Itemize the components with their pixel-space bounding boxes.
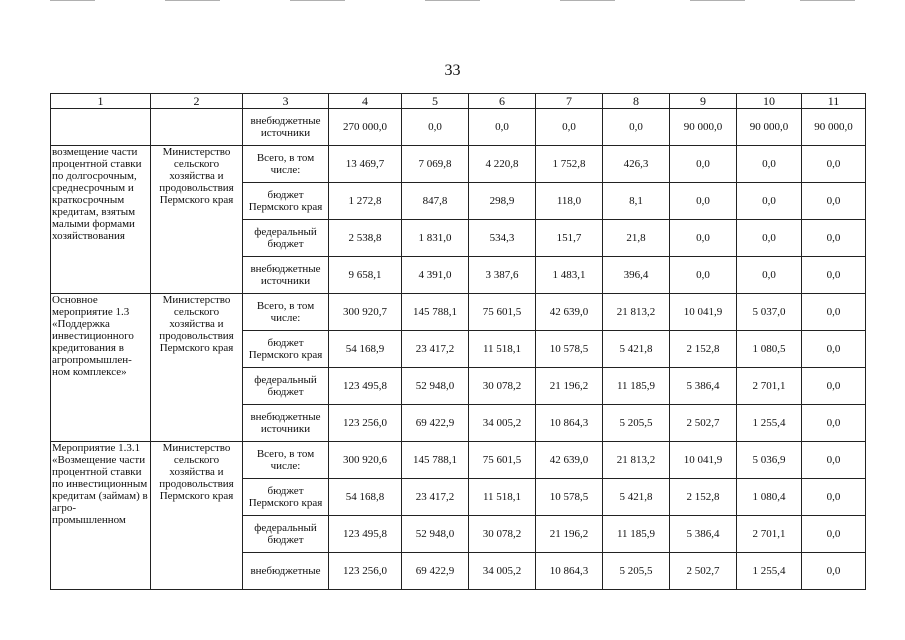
amount-cell: 300 920,7 bbox=[329, 294, 402, 331]
amount-cell: 298,9 bbox=[469, 183, 536, 220]
amount-cell: 0,0 bbox=[670, 257, 737, 294]
amount-cell: 5 386,4 bbox=[670, 516, 737, 553]
amount-cell: 90 000,0 bbox=[802, 109, 866, 146]
amount-cell: 1 483,1 bbox=[536, 257, 603, 294]
amount-cell: 1 080,5 bbox=[737, 331, 802, 368]
amount-cell: 123 256,0 bbox=[329, 405, 402, 442]
table-row bbox=[51, 294, 866, 331]
amount-cell: 0,0 bbox=[469, 109, 536, 146]
column-header: 6 bbox=[469, 94, 536, 109]
amount-cell: 69 422,9 bbox=[402, 553, 469, 590]
amount-cell: 34 005,2 bbox=[469, 405, 536, 442]
amount-cell: 5 037,0 bbox=[737, 294, 802, 331]
amount-cell: 5 386,4 bbox=[670, 368, 737, 405]
amount-cell: 0,0 bbox=[802, 257, 866, 294]
amount-cell: 10 864,3 bbox=[536, 405, 603, 442]
funding-source-cell: Всего, в том числе: bbox=[243, 294, 329, 331]
amount-cell: 2 152,8 bbox=[670, 479, 737, 516]
top-rule bbox=[560, 0, 615, 1]
amount-cell: 0,0 bbox=[737, 257, 802, 294]
amount-cell: 2 701,1 bbox=[737, 516, 802, 553]
amount-cell: 0,0 bbox=[802, 442, 866, 479]
amount-cell: 10 864,3 bbox=[536, 553, 603, 590]
amount-cell: 1 255,4 bbox=[737, 405, 802, 442]
funding-source-cell: внебюджетные источники bbox=[243, 109, 329, 146]
amount-cell: 123 256,0 bbox=[329, 553, 402, 590]
amount-cell: 0,0 bbox=[802, 146, 866, 183]
amount-cell: 21 196,2 bbox=[536, 368, 603, 405]
top-rule bbox=[425, 0, 480, 1]
amount-cell: 2 502,7 bbox=[670, 553, 737, 590]
amount-cell: 1 831,0 bbox=[402, 220, 469, 257]
funding-source-cell: внебюджетные источники bbox=[243, 257, 329, 294]
amount-cell: 4 220,8 bbox=[469, 146, 536, 183]
top-rule bbox=[800, 0, 855, 1]
measure-name-cell: возмещение части процентной ставки по долгосрочным, среднесрочным и краткосрочным кредитам, взятым малыми формами хозяйствования bbox=[51, 146, 151, 294]
top-rule bbox=[165, 0, 220, 1]
top-rule bbox=[50, 0, 95, 1]
budget-table bbox=[50, 93, 866, 590]
executor-cell: Министерство сельского хозяйства и продовольствия Пермского края bbox=[151, 442, 243, 590]
amount-cell: 75 601,5 bbox=[469, 294, 536, 331]
amount-cell: 0,0 bbox=[670, 183, 737, 220]
amount-cell: 1 080,4 bbox=[737, 479, 802, 516]
amount-cell: 270 000,0 bbox=[329, 109, 402, 146]
amount-cell: 21 196,2 bbox=[536, 516, 603, 553]
funding-source-cell: бюджет Пермского края bbox=[243, 479, 329, 516]
amount-cell: 11 518,1 bbox=[469, 479, 536, 516]
amount-cell: 396,4 bbox=[603, 257, 670, 294]
amount-cell: 23 417,2 bbox=[402, 479, 469, 516]
amount-cell: 0,0 bbox=[802, 220, 866, 257]
funding-source-cell: бюджет Пермского края bbox=[243, 331, 329, 368]
column-header: 10 bbox=[737, 94, 802, 109]
funding-source-cell: федеральный бюджет bbox=[243, 368, 329, 405]
column-header: 4 bbox=[329, 94, 402, 109]
table-row bbox=[51, 442, 866, 479]
funding-source-cell: внебюджетные источники bbox=[243, 405, 329, 442]
amount-cell: 1 255,4 bbox=[737, 553, 802, 590]
amount-cell: 2 538,8 bbox=[329, 220, 402, 257]
amount-cell: 151,7 bbox=[536, 220, 603, 257]
amount-cell: 9 658,1 bbox=[329, 257, 402, 294]
amount-cell: 0,0 bbox=[737, 183, 802, 220]
amount-cell: 0,0 bbox=[536, 109, 603, 146]
amount-cell: 0,0 bbox=[737, 220, 802, 257]
column-header: 11 bbox=[802, 94, 866, 109]
column-header: 2 bbox=[151, 94, 243, 109]
amount-cell: 30 078,2 bbox=[469, 516, 536, 553]
amount-cell: 69 422,9 bbox=[402, 405, 469, 442]
amount-cell: 123 495,8 bbox=[329, 368, 402, 405]
amount-cell: 8,1 bbox=[603, 183, 670, 220]
amount-cell: 21 813,2 bbox=[603, 294, 670, 331]
executor-cell: Министерство сельского хозяйства и продовольствия Пермского края bbox=[151, 146, 243, 294]
amount-cell: 21,8 bbox=[603, 220, 670, 257]
measure-name-cell: Мероприятие 1.3.1 «Возмещение части процентной ставки по инвестиционным кредитам (займам) в агро-промышленном bbox=[51, 442, 151, 590]
funding-source-cell: Всего, в том числе: bbox=[243, 146, 329, 183]
header-row bbox=[51, 94, 866, 109]
amount-cell: 5 421,8 bbox=[603, 331, 670, 368]
amount-cell: 90 000,0 bbox=[670, 109, 737, 146]
amount-cell: 0,0 bbox=[402, 109, 469, 146]
column-header: 1 bbox=[51, 94, 151, 109]
amount-cell: 52 948,0 bbox=[402, 368, 469, 405]
amount-cell: 0,0 bbox=[802, 479, 866, 516]
amount-cell: 0,0 bbox=[802, 331, 866, 368]
amount-cell: 30 078,2 bbox=[469, 368, 536, 405]
amount-cell: 54 168,9 bbox=[329, 331, 402, 368]
funding-source-cell: внебюджетные bbox=[243, 553, 329, 590]
amount-cell: 7 069,8 bbox=[402, 146, 469, 183]
amount-cell: 123 495,8 bbox=[329, 516, 402, 553]
table-row bbox=[51, 146, 866, 183]
column-header: 3 bbox=[243, 94, 329, 109]
table-row bbox=[51, 109, 866, 146]
amount-cell: 4 391,0 bbox=[402, 257, 469, 294]
funding-source-cell: Всего, в том числе: bbox=[243, 442, 329, 479]
amount-cell: 1 272,8 bbox=[329, 183, 402, 220]
amount-cell: 426,3 bbox=[603, 146, 670, 183]
table-body bbox=[51, 94, 866, 590]
amount-cell: 52 948,0 bbox=[402, 516, 469, 553]
amount-cell: 10 041,9 bbox=[670, 294, 737, 331]
amount-cell: 145 788,1 bbox=[402, 442, 469, 479]
amount-cell: 847,8 bbox=[402, 183, 469, 220]
executor-cell: Министерство сельского хозяйства и продовольствия Пермского края bbox=[151, 294, 243, 442]
amount-cell: 300 920,6 bbox=[329, 442, 402, 479]
top-rule bbox=[290, 0, 345, 1]
amount-cell: 1 752,8 bbox=[536, 146, 603, 183]
amount-cell: 0,0 bbox=[802, 553, 866, 590]
funding-source-cell: федеральный бюджет bbox=[243, 220, 329, 257]
amount-cell: 0,0 bbox=[802, 183, 866, 220]
funding-source-cell: бюджет Пермского края bbox=[243, 183, 329, 220]
funding-source-cell: федеральный бюджет bbox=[243, 516, 329, 553]
amount-cell: 2 502,7 bbox=[670, 405, 737, 442]
amount-cell: 42 639,0 bbox=[536, 442, 603, 479]
amount-cell: 2 152,8 bbox=[670, 331, 737, 368]
measure-name-cell bbox=[51, 109, 151, 146]
amount-cell: 145 788,1 bbox=[402, 294, 469, 331]
amount-cell: 11 185,9 bbox=[603, 368, 670, 405]
column-header: 7 bbox=[536, 94, 603, 109]
amount-cell: 0,0 bbox=[802, 368, 866, 405]
amount-cell: 90 000,0 bbox=[737, 109, 802, 146]
column-header: 5 bbox=[402, 94, 469, 109]
amount-cell: 118,0 bbox=[536, 183, 603, 220]
amount-cell: 0,0 bbox=[802, 516, 866, 553]
amount-cell: 11 518,1 bbox=[469, 331, 536, 368]
measure-name-cell: Основное мероприятие 1.3 «Поддержка инвестиционного кредитования в агропромышлен-ном комплексе» bbox=[51, 294, 151, 442]
amount-cell: 2 701,1 bbox=[737, 368, 802, 405]
amount-cell: 5 421,8 bbox=[603, 479, 670, 516]
amount-cell: 0,0 bbox=[670, 220, 737, 257]
amount-cell: 0,0 bbox=[802, 294, 866, 331]
amount-cell: 10 578,5 bbox=[536, 479, 603, 516]
amount-cell: 534,3 bbox=[469, 220, 536, 257]
column-header: 8 bbox=[603, 94, 670, 109]
amount-cell: 11 185,9 bbox=[603, 516, 670, 553]
amount-cell: 0,0 bbox=[802, 405, 866, 442]
amount-cell: 13 469,7 bbox=[329, 146, 402, 183]
amount-cell: 0,0 bbox=[737, 146, 802, 183]
amount-cell: 10 041,9 bbox=[670, 442, 737, 479]
column-header: 9 bbox=[670, 94, 737, 109]
amount-cell: 5 205,5 bbox=[603, 405, 670, 442]
amount-cell: 10 578,5 bbox=[536, 331, 603, 368]
amount-cell: 0,0 bbox=[670, 146, 737, 183]
amount-cell: 54 168,8 bbox=[329, 479, 402, 516]
amount-cell: 0,0 bbox=[603, 109, 670, 146]
top-rule bbox=[690, 0, 745, 1]
amount-cell: 75 601,5 bbox=[469, 442, 536, 479]
executor-cell bbox=[151, 109, 243, 146]
amount-cell: 21 813,2 bbox=[603, 442, 670, 479]
amount-cell: 5 205,5 bbox=[603, 553, 670, 590]
amount-cell: 5 036,9 bbox=[737, 442, 802, 479]
amount-cell: 34 005,2 bbox=[469, 553, 536, 590]
amount-cell: 3 387,6 bbox=[469, 257, 536, 294]
amount-cell: 42 639,0 bbox=[536, 294, 603, 331]
page-number: 33 bbox=[444, 62, 461, 79]
amount-cell: 23 417,2 bbox=[402, 331, 469, 368]
